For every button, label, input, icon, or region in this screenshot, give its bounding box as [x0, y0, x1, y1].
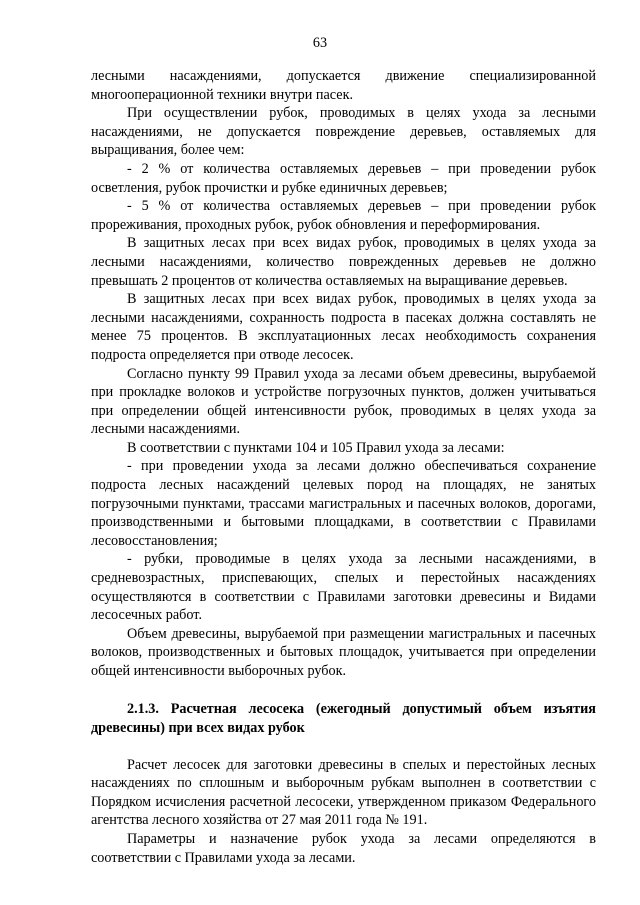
- list-item: - 2 % от количества оставляемых деревьев – при проведении рубок осветления, рубок прочистки и рубке единичных деревьев;: [91, 160, 596, 196]
- paragraph: Параметры и назначение рубок ухода за лесами определяются в соответствии с Правилами ухода за лесами.: [91, 830, 596, 866]
- paragraph: В защитных лесах при всех видах рубок, проводимых в целях ухода за лесными насаждениями, количество поврежденных деревьев не должно превышать 2 процентов от количества оставляемых на выращивание деревьев.: [91, 235, 596, 289]
- list-item: - рубки, проводимые в целях ухода за лесными насаждениями, в средневозрастных, приспевающих, спелых и перестойных насаждениях осуществляются в соответствии с Правилами заготовки древесины и Видами лесосечных работ.: [91, 551, 596, 624]
- spacer: [91, 738, 596, 756]
- paragraph: Расчет лесосек для заготовки древесины в спелых и перестойных лесных насаждениях по сплошным и выборочным рубкам выполнен в соответствии с Порядком исчисления расчетной лесосеки, утвержденном приказом Федерального агентства лесного хозяйства от 27 мая 2011 года № 191.: [91, 756, 596, 829]
- paragraph: В защитных лесах при всех видах рубок, проводимых в целях ухода за лесными насаждениями, сохранность подроста в пасеках должна составлять не менее 75 процентов. В эксплуатационных лесах необходимость сохранения подроста определяется при отводе лесосек.: [91, 291, 596, 363]
- paragraph: Объем древесины, вырубаемой при размещении магистральных и пасечных волоков, производственных и бытовых площадок, учитывается при определении общей интенсивности выборочных рубок.: [91, 625, 596, 679]
- paragraph: При осуществлении рубок, проводимых в целях ухода за лесными насаждениями, не допускается повреждение деревьев, оставляемых для выращивания, более чем:: [91, 105, 596, 159]
- body-text: [91, 67, 596, 867]
- page-number: 63: [312, 35, 328, 51]
- paragraph: В соответствии с пунктами 104 и 105 Правил ухода за лесами:: [127, 439, 505, 456]
- paragraph: Согласно пункту 99 Правил ухода за лесами объем древесины, вырубаемой при прокладке волоков и устройстве погрузочных пунктов, должен учитываться при определении общей интенсивности рубок, проводимых в целях ухода за лесными насаждениями.: [91, 365, 596, 438]
- paragraph-continuation: лесными насаждениями, допускается движение специализированной многооперационной техники внутри пасек.: [91, 68, 596, 103]
- section-heading: 2.1.3. Расчетная лесосека (ежегодный допустимый объем изъятия древесины) при всех видах рубок: [91, 700, 596, 736]
- list-item: - 5 % от количества оставляемых деревьев – при проведении рубок прореживания, проходных рубок, рубок обновления и переформирования.: [91, 198, 596, 233]
- list-item: - при проведении ухода за лесами должно обеспечиваться сохранение подроста лесных насаждений целевых пород на площадях, не занятых погрузочными пунктами, трассами магистральных и пасечных волоков, дорогами, производственными и бытовыми площадками, в соответствии с Правилами лесовосстановления;: [91, 458, 596, 549]
